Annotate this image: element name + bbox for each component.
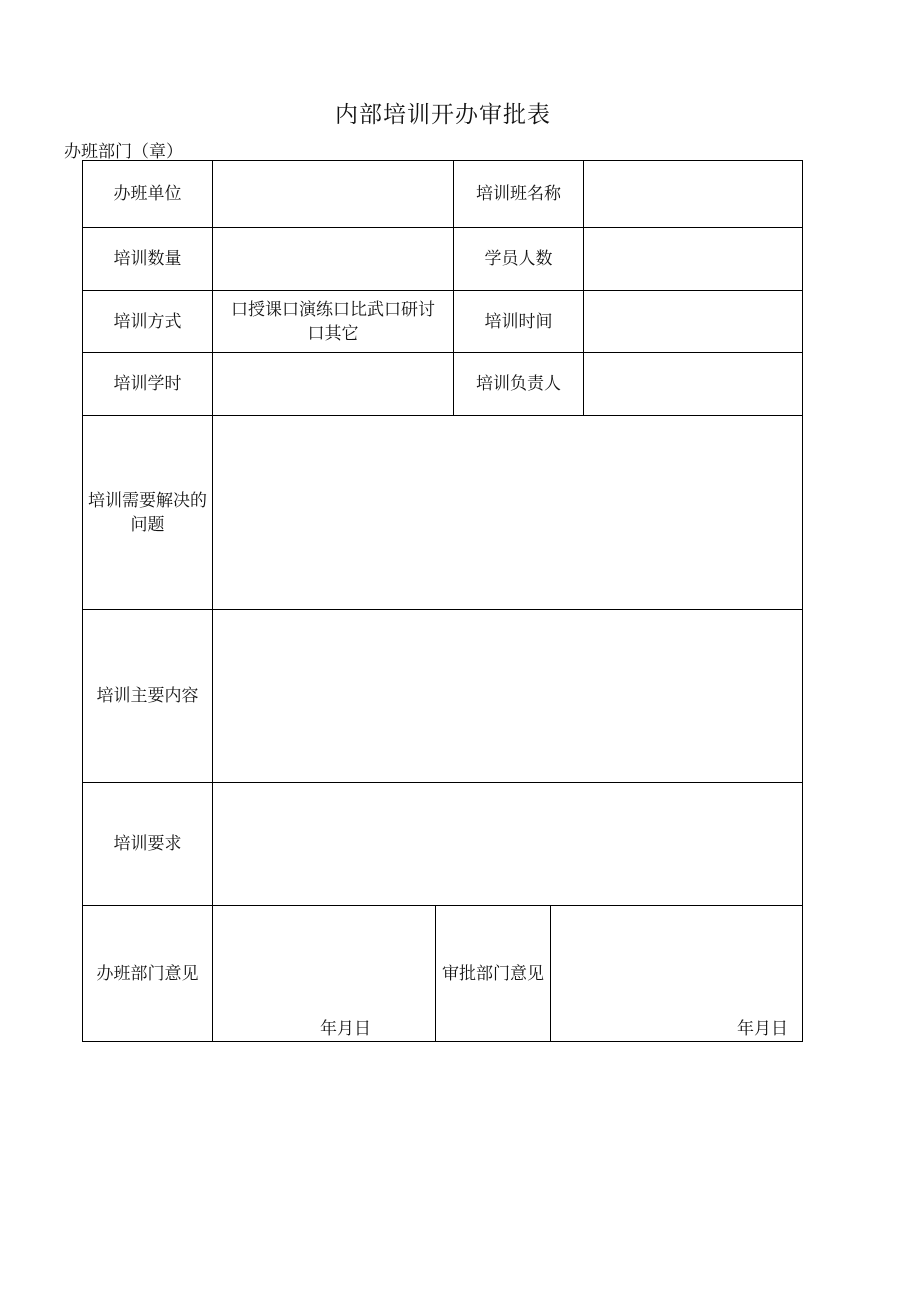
page-title: 内部培训开办审批表 [335, 102, 551, 128]
department-seal-line: 办班部门（章） [64, 142, 183, 162]
label-class-name: 培训班名称 [454, 161, 584, 228]
field-student-count[interactable] [584, 228, 803, 291]
label-training-quantity: 培训数量 [83, 228, 213, 291]
label-training-time: 培训时间 [454, 291, 584, 353]
field-problems-to-solve[interactable] [213, 416, 803, 610]
host-opinion-date: 年月日 [320, 1019, 371, 1039]
field-training-requirements[interactable] [213, 783, 803, 906]
field-organizing-unit[interactable] [213, 161, 454, 228]
method-options-line-1: 口授课口演练口比武口研讨 [231, 299, 435, 320]
label-host-dept-opinion: 办班部门意见 [83, 906, 213, 1042]
label-student-count: 学员人数 [454, 228, 584, 291]
form-row-opinions [83, 906, 803, 1042]
label-main-content: 培训主要内容 [83, 610, 213, 783]
field-training-leader[interactable] [584, 353, 803, 416]
label-training-hours: 培训学时 [83, 353, 213, 416]
label-organizing-unit: 办班单位 [83, 161, 213, 228]
field-training-method-options[interactable] [213, 291, 454, 353]
label-training-leader: 培训负责人 [454, 353, 584, 416]
field-main-content[interactable] [213, 610, 803, 783]
form-row-method [83, 291, 803, 353]
form-row-hours [83, 353, 803, 416]
field-training-time[interactable] [584, 291, 803, 353]
form-row-requirements [83, 783, 803, 906]
field-approval-dept-opinion[interactable] [551, 906, 803, 1042]
field-training-hours[interactable] [213, 353, 454, 416]
label-training-requirements: 培训要求 [83, 783, 213, 906]
field-host-dept-opinion[interactable] [213, 906, 436, 1042]
form-row-unit [83, 161, 803, 228]
method-options-line-2: 口其它 [307, 323, 359, 344]
form-row-problems [83, 416, 803, 610]
approval-opinion-date: 年月日 [737, 1019, 788, 1039]
approval-form-table [82, 160, 803, 1042]
form-row-quantity [83, 228, 803, 291]
field-class-name[interactable] [584, 161, 803, 228]
label-training-method: 培训方式 [83, 291, 213, 353]
form-row-content [83, 610, 803, 783]
label-approval-dept-opinion: 审批部门意见 [436, 906, 551, 1042]
field-training-quantity[interactable] [213, 228, 454, 291]
label-problems-to-solve: 培训需要解决的问题 [83, 416, 213, 610]
